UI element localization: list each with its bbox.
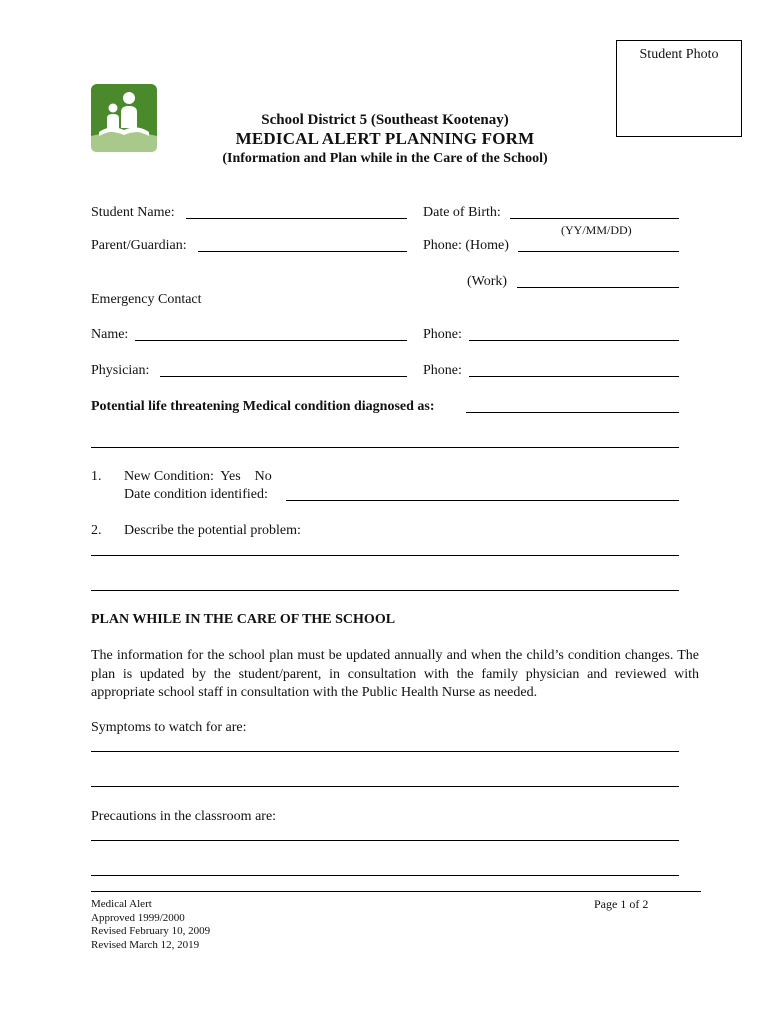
precautions-line-1[interactable]: [91, 840, 679, 841]
dob-field[interactable]: [510, 218, 679, 219]
physician-label: Physician:: [91, 363, 150, 378]
item-2-number: 2.: [91, 523, 102, 538]
plan-paragraph: The information for the school plan must be updated annually and when the child’s condition changes. The plan is updated by the student/parent, in consultation with the family physician and reviewed with appropriate school staff in consultation with the Public Health Nurse as needed.: [91, 648, 699, 700]
date-identified-field[interactable]: [286, 500, 679, 501]
emergency-contact-heading: Emergency Contact: [91, 292, 202, 307]
form-subtitle: (Information and Plan while in the Care of the School): [222, 151, 548, 166]
emergency-name-label: Name:: [91, 327, 129, 342]
physician-phone-field[interactable]: [469, 376, 679, 377]
student-name-label: Student Name:: [91, 205, 175, 220]
dob-format-hint: (YY/MM/DD): [561, 223, 632, 237]
district-name: School District 5 (Southeast Kootenay): [261, 112, 509, 128]
footer-line-2: Approved 1999/2000: [91, 911, 185, 924]
item-1-number: 1.: [91, 469, 102, 484]
dob-label: Date of Birth:: [423, 205, 501, 220]
symptoms-label: Symptoms to watch for are:: [91, 720, 247, 735]
footer-line-4: Revised March 12, 2019: [91, 938, 200, 951]
footer-line-1: Medical Alert: [91, 898, 152, 910]
phone-home-label: Phone: (Home): [423, 238, 509, 253]
precautions-line-2[interactable]: [91, 875, 679, 876]
parent-guardian-field[interactable]: [198, 251, 407, 252]
emergency-phone-label: Phone:: [423, 327, 462, 342]
phone-home-field[interactable]: [518, 251, 679, 252]
precautions-label: Precautions in the classroom are:: [91, 809, 277, 824]
condition-field[interactable]: [466, 412, 679, 413]
condition-field-line-2[interactable]: [91, 447, 679, 448]
describe-problem-line-2[interactable]: [91, 590, 679, 591]
student-photo-label: Student Photo: [639, 47, 719, 62]
date-identified-label: Date condition identified:: [124, 487, 268, 502]
describe-problem-line-1[interactable]: [91, 555, 679, 556]
symptoms-line-2[interactable]: [91, 786, 679, 787]
footer-info: [91, 898, 210, 952]
new-condition-question: New Condition: Yes No: [124, 469, 272, 484]
parent-guardian-label: Parent/Guardian:: [91, 238, 187, 253]
page-number: Page 1 of 2: [594, 897, 649, 911]
symptoms-line-1[interactable]: [91, 751, 679, 752]
footer-divider: [91, 891, 701, 892]
student-name-field[interactable]: [186, 218, 407, 219]
physician-field[interactable]: [160, 376, 407, 377]
describe-problem-label: Describe the potential problem:: [124, 523, 301, 538]
physician-phone-label: Phone:: [423, 363, 462, 378]
condition-label: Potential life threatening Medical condition diagnosed as:: [91, 399, 435, 414]
phone-work-label: (Work): [467, 274, 508, 289]
plan-heading: PLAN WHILE IN THE CARE OF THE SCHOOL: [91, 612, 396, 627]
footer-line-3: Revised February 10, 2009: [91, 925, 211, 937]
form-title: MEDICAL ALERT PLANNING FORM: [235, 129, 535, 148]
emergency-phone-field[interactable]: [469, 340, 679, 341]
phone-work-field[interactable]: [517, 287, 679, 288]
emergency-name-field[interactable]: [135, 340, 407, 341]
